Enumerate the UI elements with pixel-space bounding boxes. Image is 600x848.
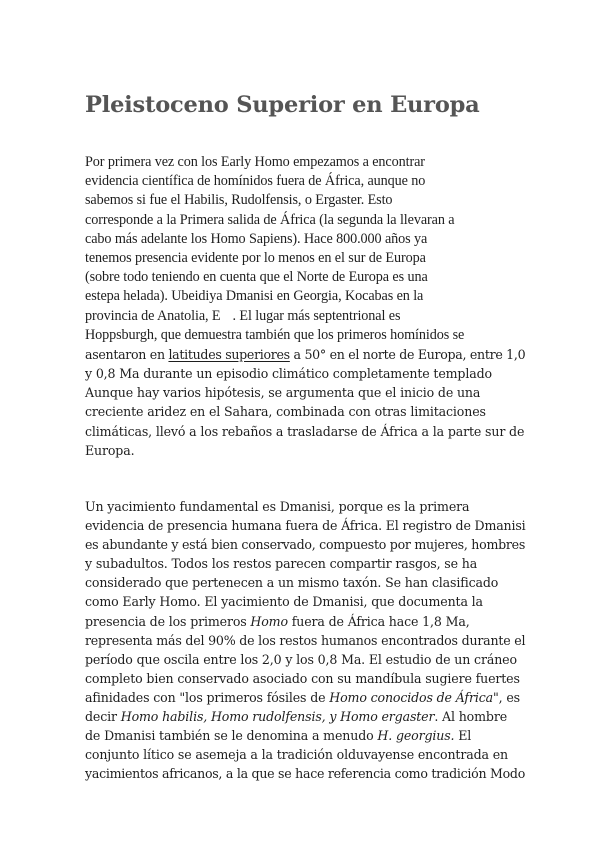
text-line: cabo más adelante los Homo Sapiens). Hace 800.000 años ya [85, 230, 428, 247]
text-line: creciente aridez en el Sahara, combinada con otras limitaciones [85, 404, 486, 420]
page-title: Pleistoceno Superior en Europa [85, 92, 480, 118]
text-segment: asentaron en [85, 346, 169, 362]
text-line: corresponde a la Primera salida de África (la segunda la llevaran a [85, 211, 455, 228]
text-line: completo bien conservado asociado con su mandíbula sugiere fuertes [85, 670, 520, 686]
text-segment: a 50° en el norte de Europa, entre 1,0 [289, 346, 526, 362]
italic-text: Homo habilis, Homo rudolfensis, y Homo ergaster [120, 709, 435, 725]
text-line [85, 307, 525, 326]
italic-text: Homo [250, 613, 288, 629]
text-segment: presencia de los primeros [85, 613, 251, 629]
text-line: Europa. [85, 442, 135, 458]
text-line: (sobre todo teniendo en cuenta que el Norte de Europa es una [85, 269, 428, 286]
text-line: Hoppsburgh, que demuestra también que los primeros homínidos se [85, 326, 465, 343]
text-line: período que oscila entre los 2,0 y los 0,8 Ma. El estudio de un cráneo [85, 651, 517, 667]
text-segment: decir [85, 709, 121, 725]
text-line: sabemos si fue el Habilis, Rudolfensis, o Ergaster. Esto [85, 192, 393, 209]
text-line: Un yacimiento fundamental es Dmanisi, porque es la primera [85, 499, 470, 514]
text-line: conjunto lítico se asemeja a la tradición olduvayense encontrada en [85, 747, 508, 763]
text-segment: afinidades con "los primeros fósiles de [85, 689, 330, 705]
text-line: climáticas, llevó a los rebaños a trasladarse de África a la parte sur de [85, 423, 525, 439]
text-segment: . Al hombre [434, 709, 507, 725]
text-line [85, 612, 525, 631]
text-line: yacimientos africanos, a la que se hace referencia como tradición Modo [85, 766, 526, 782]
italic-text: Homo conocidos de África" [329, 689, 499, 705]
text-segment: . El lugar más septentrional es [232, 307, 401, 324]
text-segment: fuera de África hace 1,8 Ma, [287, 613, 470, 629]
text-line: estepa helada). Ubeidiya Dmanisi en Georgia, Kocabas en la [85, 288, 424, 305]
text-segment: El [454, 728, 472, 744]
text-line [85, 345, 525, 364]
text-segment: , es [498, 689, 520, 705]
text-line: Por primera vez con los Early Homo empezamos a encontrar [85, 154, 425, 170]
italic-text: H. georgius. [377, 728, 455, 744]
text-line: representa más del 90% de los restos humanos encontrados durante el [85, 632, 526, 648]
paragraph-early-homo [85, 153, 525, 460]
latitudes-superiores-link[interactable]: latitudes superiores [168, 346, 290, 362]
text-line [85, 688, 525, 707]
text-line [85, 726, 525, 745]
text-line: es abundante y está bien conservado, compuesto por mujeres, hombres [85, 537, 526, 553]
paragraph-dmanisi [85, 497, 525, 783]
text-line: tenemos presencia evidente por lo menos en el sur de Europa [85, 249, 426, 266]
text-line: y 0,8 Ma durante un episodio climático completamente templado [85, 366, 492, 382]
text-segment: de Dmanisi también se le denomina a menudo [85, 728, 378, 744]
text-line: y subadultos. Todos los restos parecen compartir rasgos, se ha [85, 556, 478, 572]
text-line: Aunque hay varios hipótesis, se argumenta que el inicio de una [85, 385, 481, 401]
text-line: evidencia de presencia humana fuera de África. El registro de Dmanisi [85, 518, 526, 534]
text-segment: provincia de Anatolia, E [85, 307, 221, 324]
text-line: considerado que pertenecen a un mismo taxón. Se han clasificado [85, 575, 499, 591]
text-line: como Early Homo. El yacimiento de Dmanisi, que documenta la [85, 594, 483, 610]
text-line: evidencia científica de homínidos fuera de África, aunque no [85, 173, 426, 190]
text-line [85, 707, 525, 726]
